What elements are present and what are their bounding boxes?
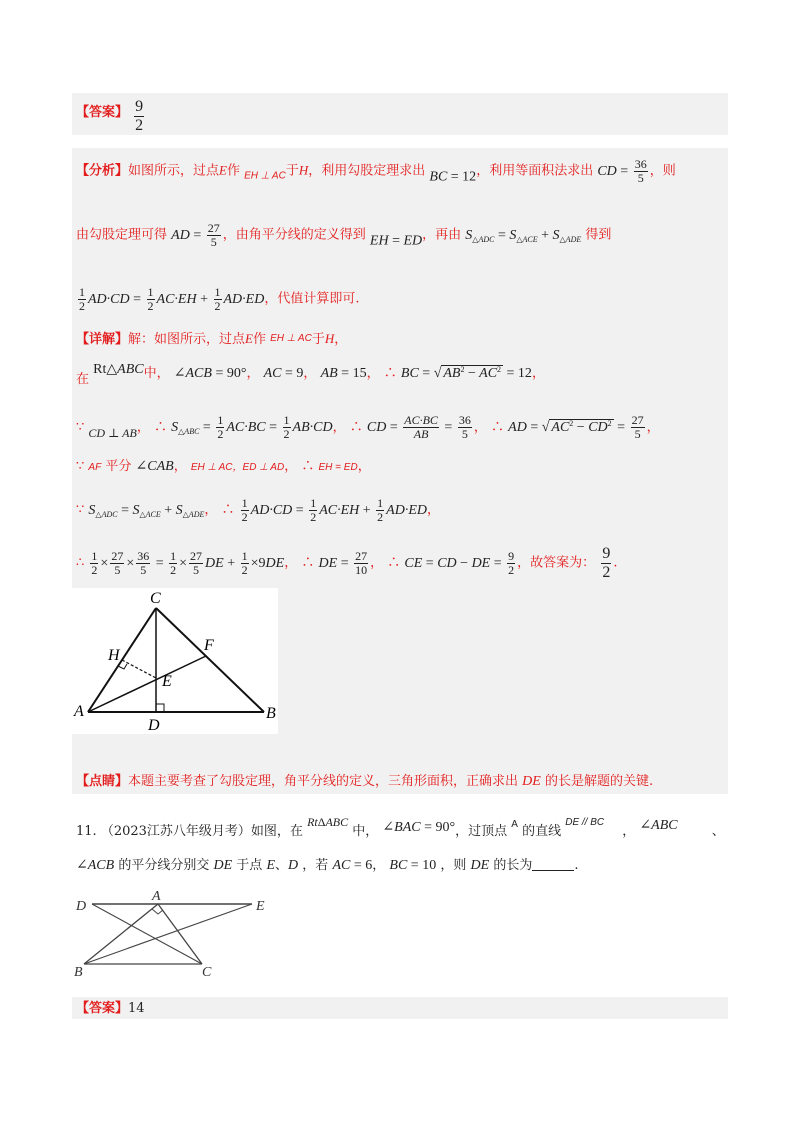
label-A: A [74, 703, 84, 720]
label-B: B [74, 965, 83, 980]
answer-block-q10 [72, 93, 728, 135]
analysis-line-2: 由勾股定理可得 AD = $\frac{27}{5}$ ，由角平分线的定义得到 EH = ED，再由 $S_{\triangle ADC} = S_{\triangle ACE} + S_{\triangle ADE}$ 得到 [76, 221, 612, 249]
figure-triangle-abc [72, 588, 278, 734]
q11-line-1: 11. （2023江苏八年级月考）如图，在 RtΔABC 中， ∠BAC = 90°，过顶点 $^A$ 的直线 $^{DE // BC}$ ， ∠ABC 、 [76, 815, 725, 839]
answer-value-q11: 14 [128, 1001, 145, 1016]
detail-line-4: ∵ AF 平分 ∠CAB， EH ⊥ AC，ED ⊥ AD， ∴ EH = ED， [76, 459, 371, 474]
detail-line-3: ∵ CD ⊥ AB， ∴ $S_{\triangle ABC}$ = $\frac{1}{2}$ AC·BC = $\frac{1}{2}$ AB·CD， ∴ CD = $\frac{AC\cdot BC}{AB}$ = $\frac{36}{5}$ ， ∴ AD = √ $AC^2 - CD^2$ = $\frac{27}{5}$ ， [76, 413, 660, 442]
comment-line: 【点睛】本题主要考查了勾股定理，角平分线的定义，三角形面积，正确求出 DE 的长是解题的关键. [76, 774, 654, 789]
answer-label: 【答案】 [76, 105, 129, 120]
detail-line-1: 【详解】解：如图所示，过点E作 EH ⊥ AC于H， [76, 331, 348, 347]
analysis-line-1: 【分析】如图所示，过点E作 $_{EH \perp AC}$于H，利用勾股定理求出 BC = 12，利用等面积法求出 CD = $\frac{36}{5}$ ，则 [76, 157, 676, 185]
label-E: E [162, 673, 172, 690]
label-H: H [108, 647, 120, 664]
label-A: A [152, 889, 161, 904]
figure-triangle-abc-svg [72, 588, 278, 734]
label-D: D [76, 899, 87, 914]
q11-line-2: ∠ACB 的平分线分别交 DE 于点 E、D ，若 AC = 6， BC = 10 ，则 DE 的长为 . [76, 858, 579, 873]
label-F: F [204, 637, 214, 654]
q11-source: （2023江苏八年级月考）如图，在 [100, 824, 303, 839]
answer-line-q10 [76, 98, 146, 135]
answer-line-q11: 【答案】14 [76, 1001, 145, 1016]
answer-block-q11 [72, 997, 728, 1019]
label-C: C [150, 590, 161, 607]
analysis-line-3: $\frac{1}{2}$ AD·CD = $\frac{1}{2}$ AC·EH + $\frac{1}{2}$ AD·ED，代值计算即可. [79, 285, 360, 313]
label-C: C [202, 965, 212, 980]
q11-number: 11. [76, 824, 97, 839]
answer-blank[interactable] [532, 870, 574, 871]
figure-parallel-lines-svg [72, 888, 272, 980]
detail-line-2: 在 Rt△ABC中， ∠ACB = 90°， AC = 9， AB = 15， ∴ BC = √ $AB^2 - AC^2 = 12$， [76, 362, 545, 387]
label-D: D [148, 717, 160, 734]
detail-line-6: ∴ $\frac{1}{2}$ × $\frac{27}{5}$ × $\frac{36}{5}$ = $\frac{1}{2}$ × $\frac{27}{5}$ DE + $\frac{1}{2}$ ×9DE， ∴ DE = $\frac{27}{10}$ ， ∴ CE = CD − DE = $\frac{9}{2}$ ，故答案为： $\frac{9}{2}$ . [76, 545, 618, 581]
figure-parallel-lines [72, 888, 272, 980]
label-E: E [256, 899, 265, 914]
label-B: B [266, 705, 276, 722]
answer-fraction: $\frac{9}{2}$ [135, 98, 144, 134]
detail-line-5: ∵ $S_{\triangle ADC} = S_{\triangle ACE} + S_{\triangle ADE}$， ∴ $\frac{1}{2}$ AD·CD = $\frac{1}{2}$ AC·EH + $\frac{1}{2}$ AD·ED， [76, 496, 441, 524]
